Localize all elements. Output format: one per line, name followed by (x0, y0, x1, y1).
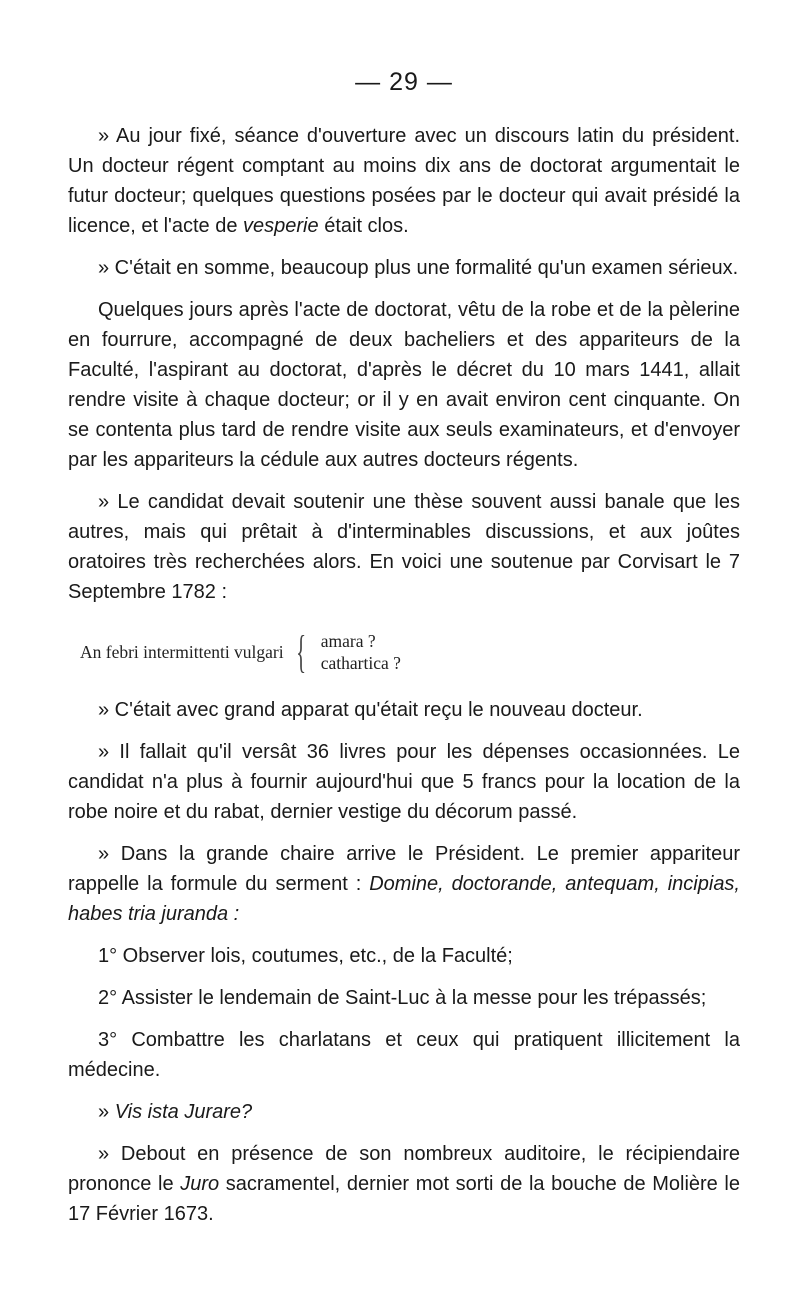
oath-item-2: 2° Assister le lendemain de Saint-Luc à la messe pour les trépassés; (98, 987, 707, 1009)
term-vesperie: vesperie (243, 215, 319, 237)
latin-formula: Domine, doctorande, antequam, incipias, habes tria juranda : (68, 873, 740, 925)
paragraph-visits: Quelques jours après l'acte de doctorat, vêtu de la robe et de la pèlerine en fourrure, accompagné de deux bacheliers et des appariteurs de la Faculté, l'aspirant au doctorat, d'après le décret du 10 mars 1441, allait rendre visite à chaque docteur; or il y en avait environ cent cinquante. On se contenta plus tard de rendre visite aux seuls examinateurs, et d'envoyer par les appariteurs la cédule aux autres docteurs régents. (68, 299, 740, 471)
paragraph-reception: » C'était avec grand apparat qu'était reçu le nouveau docteur. (98, 699, 643, 721)
text: » Debout en présence de son nombreux auditoire, le récipiendaire prononce le (68, 1143, 740, 1195)
latin-question: Vis ista Jurare? (114, 1101, 253, 1123)
term-juro: Juro (180, 1173, 220, 1195)
oath-item-3: 3° Combattre les charlatans et ceux qui pratiquent illicitement la médecine. (68, 1029, 740, 1081)
brace-icon: { (295, 626, 306, 677)
paragraph-formality: » C'était en somme, beaucoup plus une formalité qu'un examen sérieux. (98, 257, 739, 279)
text: » Dans la grande chaire arrive le Président. Le premier appariteur rappelle la formule du serment : (68, 843, 740, 895)
text: » (98, 1101, 115, 1123)
thesis-question (80, 626, 740, 677)
page-number: — 29 — (355, 68, 453, 96)
thesis-options (321, 630, 401, 674)
paragraph-oath-formula (68, 839, 740, 929)
text: » Au jour fixé, séance d'ouverture avec un discours latin du président. Un docteur régent comptant au moins dix ans de doctorat argumentait le futur docteur; quelques questions posées par le docteur qui avait présidé la licence, et l'acte de (68, 125, 740, 237)
paragraph-juro (68, 1139, 740, 1229)
thesis-option-amara: amara ? (320, 631, 376, 651)
oath-item-1: 1° Observer lois, coutumes, etc., de la Faculté; (98, 945, 513, 967)
paragraph-vis-ista (68, 1097, 740, 1127)
paragraph-fees: » Il fallait qu'il versât 36 livres pour les dépenses occasionnées. Le candidat n'a plus à fournir aujourd'hui que 5 francs pour la location de la robe noire et du rabat, dernier vestige du décorum passé. (68, 741, 740, 823)
text: était clos. (318, 215, 409, 237)
thesis-option-cathartica: cathartica ? (320, 653, 401, 673)
thesis-question-text: An febri intermittenti vulgari (80, 641, 284, 662)
paragraph-opening-session (68, 121, 740, 241)
text: sacramentel, dernier mot sorti de la bouche de Molière le 17 Février 1673. (68, 1173, 740, 1225)
paragraph-thesis: » Le candidat devait soutenir une thèse souvent aussi banale que les autres, mais qui prêtait à d'interminables discussions, et aux joûtes oratoires très recherchées alors. En voici une soutenue par Corvisart le 7 Septembre 1782 : (68, 491, 740, 603)
